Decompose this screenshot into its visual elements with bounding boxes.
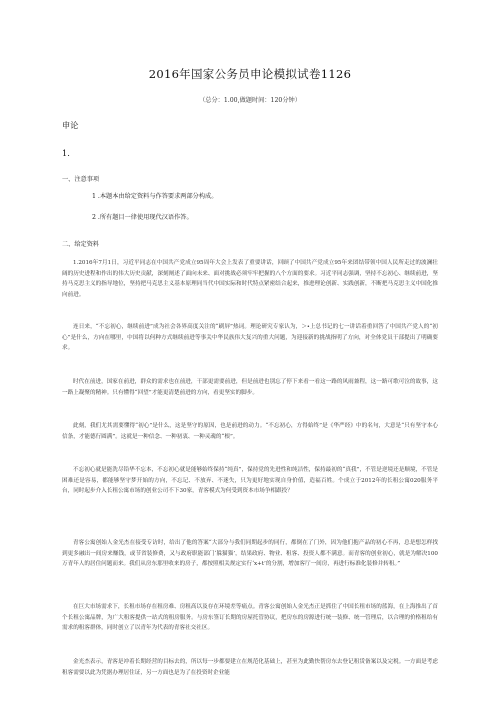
paragraph-7-text: 在巨大市场需求下，长租市场存在租房难、房租高以及存在环境差等痛点。青客公寓创始人金光杰正是抓住了中国长租市场的蓝海，在上海推出了首个长租公寓品牌，为广大租客提供一站式的租房服务。与房东签订长期的房屋托管协议，把房东的房源进行统一装修、统一管理后，以合理的价格租给有需求的租客群体，同时创立了以青年为代表的青客社交社区。	[62, 604, 438, 632]
paragraph-5-text: 不忘初心就是能洗尽铅华不忘本，不忘初心就是能够始终保持“纯真”，保持党的先进性和纯洁性，保持最初的“真我”，不管是逆境还是顺境，不管是困难还是容易，都能够坚守梦开始的方向，不忘记、不放弃、不迷失，只为更好地实现自身价值，造福百姓。个成立于2012年的长租公寓020服务平台，同时起步介入长租公寓市场的创业公司不下30家，青客模式为何受到资本市场争相跟投？	[62, 467, 438, 495]
notice-item-1: 1 .本题本由给定资料与作答要求两部分构成。	[92, 193, 218, 200]
paragraph-2-text: 连日来，“不忘初心，继续前进”成为社会各界高度关注的“刷屏”热词。理论研究专家认为，＞∙上总书记的七一讲话着重回答了中国共产党人的“初心”是什么，方向在哪里，中国将以何种方式继续前进等事关中华民族伟大复兴的重大问题，为迎接新的挑战指明了方向，对全体党员干部提出了明确要求。	[62, 324, 438, 352]
paragraph-6-text: 青客公寓创始人金光杰在接受专访时，给出了他的答案“大部分与我们同期起步的同行，都倒在了门外，因为他们抱产品的初心不再，总是想怎样找到更多融出一间房来赚钱，或节省装修费，又与政府职能部门‘躲猫猫’，结果政府、物业、租客、投资人都不满意。而青客的创业初心，就是为解决100万青年人的居住问题而来。我们从房东那里收来的房子，都按照相关规定实行‘x+t’的分割，增加客厅一间房，再进行标准化装修并转租。”	[62, 540, 438, 568]
paragraph-3-text: 时代在前进，国家在前进，群众的需求也在前进，干部更需要前进，但是前进也别忘了停下来看一看这一路的风雨兼程，这一路可歌可泣的故事，这一路上凝聚的精神。只有懂得“回望”才能更清楚前进的方向，看更坚实的脚步。	[62, 379, 438, 396]
paragraph	[62, 465, 438, 497]
paragraph-8-text: 金光杰表示，青客是冲着长期经营的目标去的，所以每一步都要建立在规范化基础上，甚至为此勤快帮房东去登记租赁备案以及完税。一方面是考虑租客需要以此为凭据办理居住证，另一方面也是为了在投资时企业能	[62, 659, 438, 676]
paragraph	[62, 258, 438, 300]
paragraph	[62, 602, 438, 634]
paragraph	[62, 421, 438, 442]
notice-heading: 一、注意事项	[62, 176, 100, 183]
paragraph-4-text: 此刻，我们尤其需要懂得“初心”是什么，这是坚守的原因，也是前进的动力。“不忘初心，方得始终”是《华严经》中的名句，大意是“只有坚守本心信条，才能德行圆满”。这就是一种信念、一种初衷、一种灵魂的“根”。	[62, 423, 438, 440]
paragraph	[62, 322, 438, 354]
question-number: 1.	[62, 148, 70, 158]
materials-heading: 二、给定资料	[62, 241, 100, 248]
document-title: 2016年国家公务员申论模拟试卷1126	[148, 67, 352, 81]
section-heading: 申论	[62, 120, 79, 130]
notice-item-2: 2 .所有题目一律使用现代汉语作答。	[92, 214, 193, 221]
paragraph	[62, 657, 438, 678]
document-subtitle: （总分：1.00,做题时间：120分钟）	[199, 97, 301, 104]
paragraph	[62, 538, 438, 570]
paragraph-1-text: 1.2016年7月1日，习近平同志在中国共产党成立95周年大会上发表了重要讲话，回顾了中国共产党成立95年来团结带领中国人民所走过的波澜壮阔的历史进程和作出的伟大历史贡献，深刻阐述了面向未来、面对挑战必须牢牢把握的八个方面的要求。习近平同志强调，坚持不忘初心、继续前进，坚持马克思主义的指导地位，坚持把马克思主义基本原理同当代中国实际和时代特点紧密结合起来，推进理论创新、实践创新，不断把马克思主义中国化推向前进。	[62, 260, 438, 298]
paragraph	[62, 377, 438, 398]
